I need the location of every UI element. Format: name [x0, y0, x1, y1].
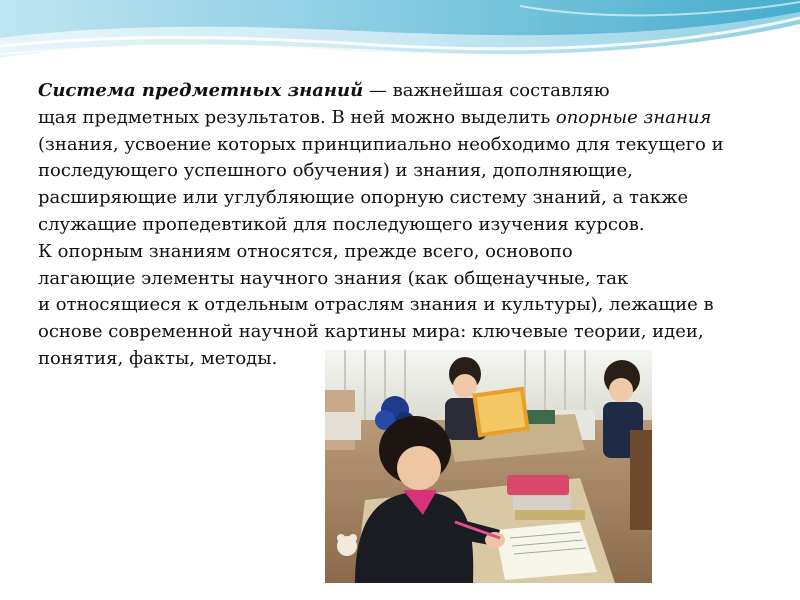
paragraph1-line1-text: — важнейшая составляю	[363, 80, 610, 101]
paragraph1-line6: служащие пропедевтикой для последующего изучения курсов.	[38, 213, 645, 235]
body-text	[38, 78, 778, 373]
header-wave-decoration	[0, 0, 800, 80]
paragraph1-line2	[38, 105, 778, 132]
classroom-photo	[325, 350, 652, 583]
paragraph1-line2-text: щая предметных результатов. В ней можно выделить	[38, 106, 556, 128]
classroom-photo-illustration	[325, 350, 652, 583]
paragraph1-line3: (знания, усвоение которых принципиально необходимо для текущего и	[38, 133, 724, 155]
paragraph1-line1	[38, 78, 778, 105]
paragraph2-line4: основе современной научной картины мира: ключевые теории, идеи,	[38, 321, 704, 343]
paragraph2-line3: и относящиеся к отдельным отраслям знания и культуры), лежащие в	[38, 294, 714, 316]
term-subject-knowledge-system: Система предметных знаний	[38, 80, 364, 101]
paragraph2-line5: понятия, факты, методы.	[38, 347, 278, 369]
paragraph1-line5: расширяющие или углубляющие опорную систему знаний, а также	[38, 187, 689, 209]
paragraph2-line2: лагающие элементы научного знания (как общенаучные, так	[38, 267, 629, 289]
paragraph1-line4: последующего успешного обучения) и знания, дополняющие,	[38, 160, 633, 182]
paragraph2-line1: К опорным знаниям относятся, прежде всего, основопо	[38, 240, 573, 262]
term-core-knowledge: опорные знания	[555, 106, 712, 128]
